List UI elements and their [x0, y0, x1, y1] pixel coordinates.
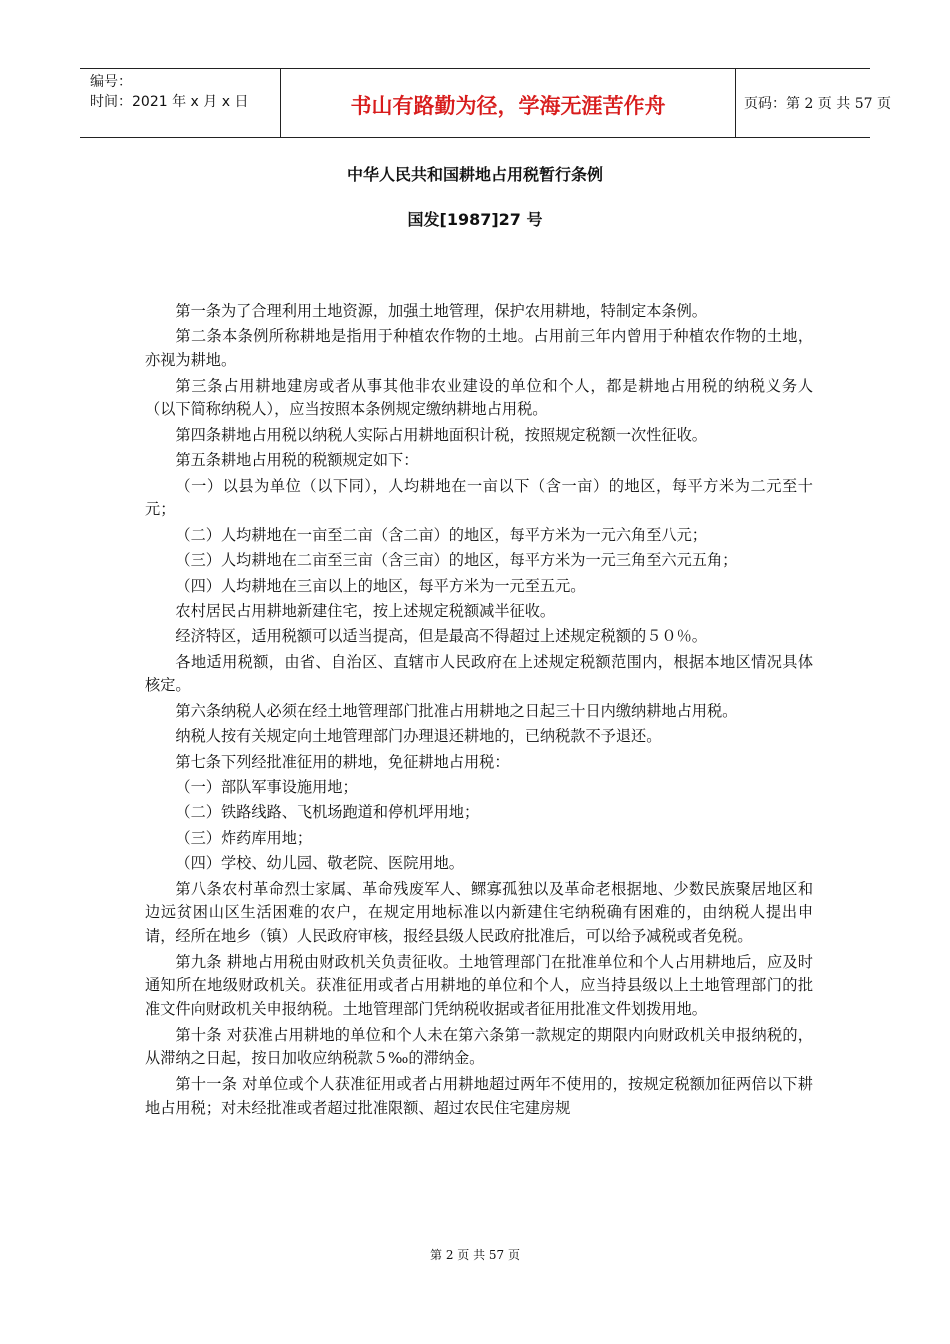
paragraph: 第三条占用耕地建房或者从事其他非农业建设的单位和个人，都是耕地占用税的纳税义务人（以下简称纳税人），应当按照本条例规定缴纳耕地占用税。 [145, 376, 813, 419]
paragraph: 第八条农村革命烈士家属、革命残废军人、鳏寡孤独以及革命老根据地、少数民族聚居地区和边远贫困山区生活困难的农户，在规定用地标准以内新建住宅纳税确有困难的，由纳税人提出申请，经所在地乡（镇）人民政府审核，报经县级人民政府批准后，可以给予减税或者免税。 [145, 879, 813, 946]
paragraph: （四）人均耕地在三亩以上的地区，每平方米为一元至五元。 [175, 576, 586, 595]
paragraph: （四）学校、幼儿园、敬老院、医院用地。 [175, 854, 464, 873]
document-body [145, 300, 813, 1122]
header-page-cell [734, 69, 891, 137]
document-number: 国发[1987]27 号 [407, 210, 543, 229]
paragraph: 经济特区，适用税额可以适当提高，但是最高不得超过上述规定税额的５０％。 [175, 627, 707, 646]
paragraph: 农村居民占用耕地新建住宅，按上述规定税额减半征收。 [175, 601, 556, 620]
page-footer: 第 2 页 共 57 页 [430, 1248, 520, 1262]
paragraph: 第五条耕地占用税的税额规定如下： [175, 451, 419, 470]
paragraph: 纳税人按有关规定向土地管理部门办理退还耕地的，已纳税款不予退还。 [175, 727, 662, 746]
header-page-number: 页码：第 2 页 共 57 页 [744, 96, 891, 112]
paragraph: （二）铁路线路、飞机场跑道和停机坪用地； [175, 803, 480, 822]
paragraph: 第四条耕地占用税以纳税人实际占用耕地面积计税，按照规定税额一次性征收。 [175, 425, 707, 444]
document-title: 中华人民共和国耕地占用税暂行条例 [346, 165, 603, 184]
paragraph: 第二条本条例所称耕地是指用于种植农作物的土地。占用前三年内曾用于种植农作物的土地，亦视为耕地。 [145, 327, 813, 370]
paragraph: 各地适用税额，由省、自治区、直辖市人民政府在上述规定税额范围内，根据本地区情况具体核定。 [145, 652, 813, 695]
paragraph: （三）人均耕地在二亩至三亩（含三亩）的地区，每平方米为一元三角至六元五角； [175, 551, 738, 570]
page-header [80, 68, 891, 138]
document-date: 时间：2021 年 x 月 x 日 [90, 94, 249, 110]
paragraph: （三）炸药库用地； [175, 828, 313, 847]
paragraph: 第六条纳税人必须在经土地管理部门批准占用耕地之日起三十日内缴纳耕地占用税。 [175, 701, 738, 720]
motto: 书山有路勤为径，学海无涯苦作舟 [350, 94, 666, 118]
document-code-label: 编号： [90, 74, 132, 90]
paragraph: （一）部队军事设施用地； [175, 778, 358, 797]
paragraph: （二）人均耕地在一亩至二亩（含二亩）的地区，每平方米为一元六角至八元； [175, 525, 707, 544]
paragraph: 第一条为了合理利用土地资源，加强土地管理，保护农用耕地，特制定本条例。 [175, 302, 707, 320]
paragraph: 第九条 耕地占用税由财政机关负责征收。土地管理部门在批准单位和个人占用耕地后，应及时通知所在地级财政机关。获准征用或者占用耕地的单位和个人，应当持县级以上土地管理部门的批准文件向财政机关申报纳税。土地管理部门凭纳税收据或者征用批准文件划拨用地。 [145, 952, 813, 1019]
paragraph: 第十条 对获准占用耕地的单位和个人未在第六条第一款规定的期限内向财政机关申报纳税的，从滞纳之日起，按日加收应纳税款５‰的滞纳金。 [145, 1025, 813, 1068]
header-motto-cell [280, 69, 736, 137]
paragraph: 第七条下列经批准征用的耕地，免征耕地占用税： [175, 752, 510, 771]
paragraph: 第十一条 对单位或个人获准征用或者占用耕地超过两年不使用的，按规定税额加征两倍以下耕地占用税；对未经批准或者超过批准限额、超过农民住宅建房规 [145, 1074, 813, 1117]
header-meta [80, 69, 280, 137]
paragraph: （一）以县为单位（以下同），人均耕地在一亩以下（含一亩）的地区，每平方米为二元至十元； [145, 476, 813, 519]
